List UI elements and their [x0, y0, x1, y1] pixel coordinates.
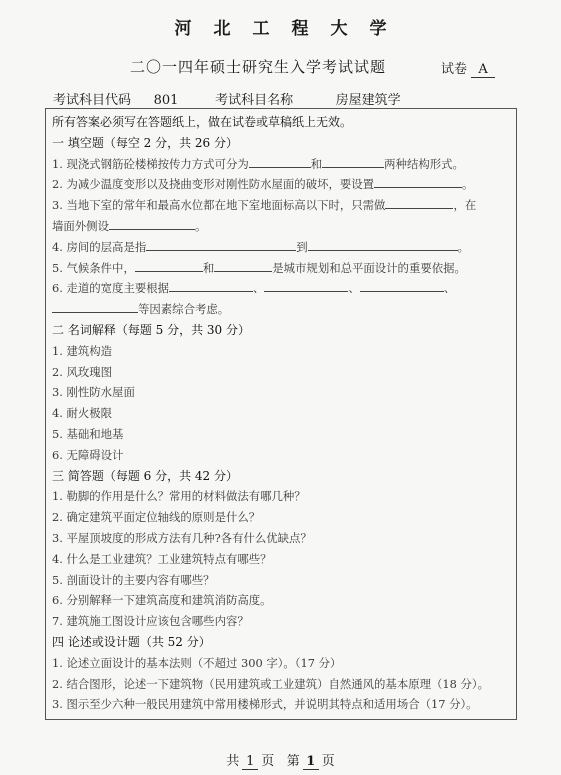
essay-item: 1. 论述立面设计的基本法则（不超过 300 字）。（17 分）: [52, 655, 342, 670]
exam-content: [52, 112, 516, 715]
answer-blank: [374, 174, 462, 188]
section2-heading: 二 名词解释（每题 5 分，共 30 分）: [52, 322, 250, 337]
short-answer-item: 5. 剖面设计的主要内容有哪些？: [52, 572, 215, 587]
page-footer: 共 1 页 第 1 页: [226, 754, 335, 769]
question-1-6: 6. 走道的宽度主要根据 、 、 、: [52, 278, 516, 299]
answer-blank: [146, 237, 296, 251]
term-item: 1. 建筑构造: [52, 343, 113, 358]
section3-heading: 三 简答题（每题 6 分，共 42 分）: [52, 468, 238, 483]
short-answer-item: 6. 分别解释一下建筑高度和建筑消防高度。: [52, 593, 272, 608]
term-item: 4. 耐火极限: [52, 406, 113, 421]
answer-blank: [308, 237, 458, 251]
term-item: 6. 无障碍设计: [52, 447, 124, 462]
question-1-6-continued: 等因素综合考虑。: [52, 299, 516, 320]
answer-blank: [360, 278, 444, 292]
question-1-1: 1. 现浇式钢筋砼楼梯按传力方式可分为 和 两种结构形式。: [52, 154, 516, 175]
answer-blank: [249, 154, 311, 168]
question-1-4: 4. 房间的层高是指 到 。: [52, 237, 516, 258]
answer-blank: [214, 258, 272, 272]
name-label: 考试科目名称: [215, 93, 294, 108]
answer-blank: [385, 195, 453, 209]
essay-item: 2. 结合图形，论述一下建筑物（民用建筑或工业建筑）自然通风的基本原理（18 分）。: [52, 676, 489, 691]
question-1-3: 3. 当地下室的常年和最高水位都在地下室地面标高以下时，只需做 ，在: [52, 195, 516, 216]
answer-blank: [264, 278, 348, 292]
answer-blank: [322, 154, 384, 168]
university-name: 河北工程大学: [174, 19, 409, 39]
current-page: 1: [303, 754, 319, 770]
short-answer-item: 3. 平屋顶坡度的形成方法有几种?各有什么优缺点？: [52, 530, 312, 545]
answer-blank: [52, 299, 138, 313]
notice: 所有答案必须写在答题纸上，做在试卷或草稿纸上无效。: [52, 115, 353, 129]
paper-label: 试卷: [441, 62, 468, 77]
answer-blank: [109, 216, 195, 230]
total-pages: 1: [242, 754, 258, 770]
name-value: 房屋建筑学: [293, 89, 443, 109]
essay-item: 3. 图示至少六种一般民用建筑中常用楼梯形式，并说明其特点和适用场合（17 分）。: [52, 697, 478, 712]
short-answer-item: 2. 确定建筑平面定位轴线的原则是什么？: [52, 510, 261, 525]
question-1-5: 5. 气候条件中， 和 是城市规划和总平面设计的重要依据。: [52, 258, 516, 279]
code-value: 801: [131, 93, 201, 109]
answer-blank: [169, 278, 253, 292]
short-answer-item: 1. 勒脚的作用是什么？常用的材料做法有哪几种？: [52, 489, 306, 504]
term-item: 5. 基础和地基: [52, 426, 124, 441]
section1-heading: 一 填空题（每空 2 分，共 26 分）: [52, 135, 238, 150]
exam-title: 二〇一四年硕士研究生入学考试试题: [130, 58, 387, 76]
term-item: 2. 风玫瑰图: [52, 364, 113, 379]
answer-blank: [135, 258, 203, 272]
section4-heading: 四 论述或设计题（共 52 分）: [52, 634, 211, 649]
subject-meta: [53, 89, 513, 109]
short-answer-item: 4. 什么是工业建筑？工业建筑特点有哪些？: [52, 551, 272, 566]
question-1-3-continued: 墙面外侧设 。: [52, 216, 516, 237]
code-label: 考试科目代码: [53, 93, 132, 108]
question-1-2: 2. 为减少温度变形以及挠曲变形对刚性防水屋面的破坏，要设置 。: [52, 174, 516, 195]
short-answer-item: 7. 建筑施工图设计应该包含哪些内容？: [52, 614, 249, 629]
paper-value: A: [471, 62, 495, 78]
paper-version: [441, 58, 495, 78]
term-item: 3. 刚性防水屋面: [52, 385, 135, 400]
